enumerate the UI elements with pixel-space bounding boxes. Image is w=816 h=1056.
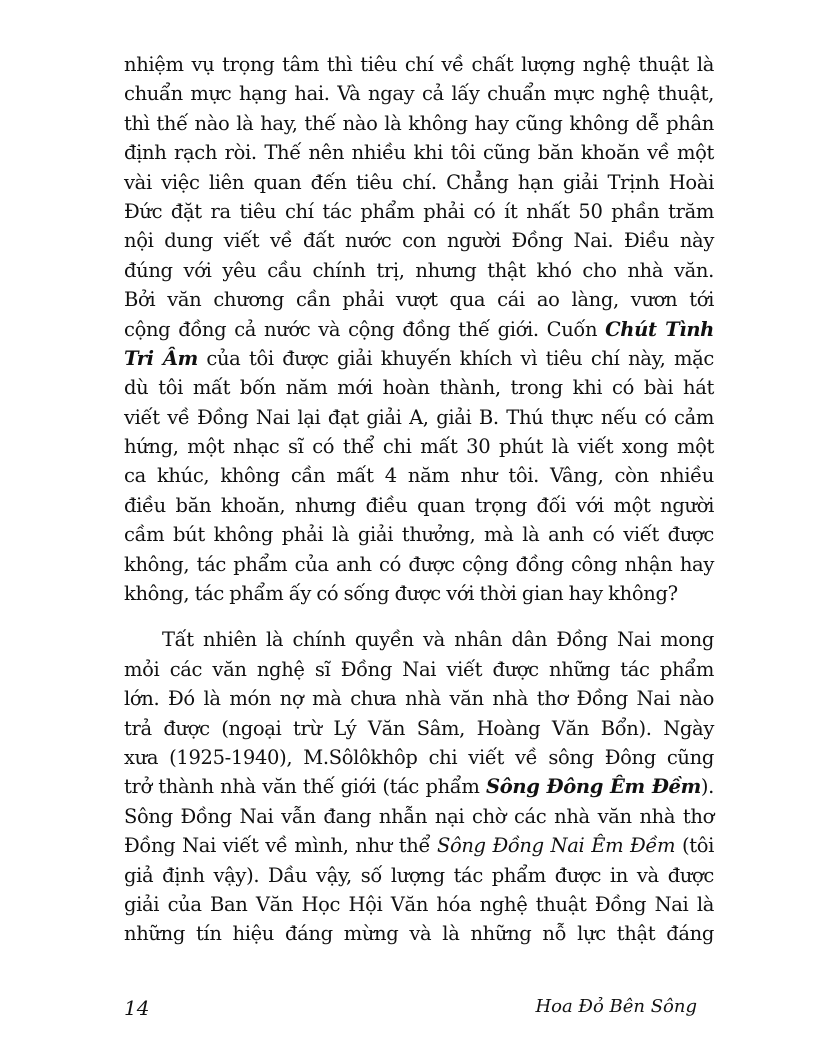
text-line bbox=[124, 861, 714, 890]
paragraph bbox=[124, 625, 714, 948]
text-span: chuẩn mực hạng hai. Và ngay cả lấy chuẩn mực nghệ thuật, bbox=[124, 82, 714, 106]
text-span: cộng đồng cả nước và cộng đồng thế giới. Cuốn bbox=[124, 317, 606, 341]
text-line bbox=[124, 802, 714, 831]
text-span: điều băn khoăn, nhưng điều quan trọng đối với một người bbox=[124, 493, 714, 517]
text-span: thì thế nào là hay, thế nào là không hay cũng không dễ phân bbox=[124, 111, 714, 135]
text-line bbox=[124, 373, 714, 402]
text-span: cầm bút không phải là giải thưởng, mà là anh có viết được bbox=[124, 523, 714, 547]
italic-title: Sông Đông Êm Đềm bbox=[485, 775, 701, 799]
text-span: lớn. Đó là món nợ mà chưa nhà văn nhà thơ Đồng Nai nào bbox=[124, 687, 714, 711]
page-number: 14 bbox=[124, 996, 150, 1020]
text-span: không, tác phẩm của anh có được cộng đồng công nhận hay bbox=[124, 552, 714, 576]
italic-title: Tri Âm bbox=[124, 346, 198, 370]
text-line bbox=[124, 50, 714, 79]
text-span: vài việc liên quan đến tiêu chí. Chẳng hạn giải Trịnh Hoài bbox=[124, 170, 714, 194]
text-line bbox=[124, 315, 714, 344]
italic-title: Chút Tình bbox=[605, 317, 714, 341]
text-span: trả được (ngoại trừ Lý Văn Sâm, Hoàng Văn Bổn). Ngày bbox=[124, 716, 714, 740]
text-line bbox=[124, 256, 714, 285]
text-span: Bởi văn chương cần phải vượt qua cái ao làng, vươn tới bbox=[124, 288, 714, 312]
text-line bbox=[124, 890, 714, 919]
text-span: Đồng Nai viết về mình, như thể bbox=[124, 834, 437, 858]
text-span: xưa (1925-1940), M.Sôlôkhôp chi viết về sông Đông cũng bbox=[124, 745, 714, 769]
text-line bbox=[124, 168, 714, 197]
text-line bbox=[124, 743, 714, 772]
text-line bbox=[124, 226, 714, 255]
text-span: định rạch ròi. Thế nên nhiều khi tôi cũng băn khoăn về một bbox=[124, 141, 714, 165]
text-line bbox=[124, 714, 714, 743]
text-span: giả định vậy). Dầu vậy, số lượng tác phẩm được in và được bbox=[124, 863, 714, 887]
text-line bbox=[124, 919, 714, 948]
text-span: viết về Đồng Nai lại đạt giải A, giải B. Thú thực nếu có cảm bbox=[124, 405, 714, 429]
text-line bbox=[124, 772, 714, 801]
text-span: ca khúc, không cần mất 4 năm như tôi. Vâng, còn nhiều bbox=[124, 464, 714, 488]
text-span: không, tác phẩm ấy có sống được với thời gian hay không? bbox=[124, 582, 678, 606]
text-span: (tôi bbox=[675, 834, 715, 858]
text-span: ). bbox=[700, 775, 715, 799]
text-line bbox=[124, 520, 714, 549]
body-text bbox=[124, 50, 714, 949]
text-line bbox=[124, 432, 714, 461]
text-line bbox=[124, 197, 714, 226]
text-line bbox=[124, 109, 714, 138]
text-span: Đức đặt ra tiêu chí tác phẩm phải có ít nhất 50 phần trăm bbox=[124, 199, 714, 223]
text-line bbox=[124, 285, 714, 314]
text-span: hứng, một nhạc sĩ có thể chi mất 30 phút là viết xong một bbox=[124, 435, 714, 459]
text-span: đúng với yêu cầu chính trị, nhưng thật khó cho nhà văn. bbox=[124, 258, 714, 282]
text-line bbox=[124, 79, 714, 108]
text-span: trở thành nhà văn thế giới (tác phẩm bbox=[124, 775, 486, 799]
text-span: Tất nhiên là chính quyền và nhân dân Đồng Nai mong bbox=[162, 628, 714, 652]
text-span: giải của Ban Văn Học Hội Văn hóa nghệ thuật Đồng Nai là bbox=[124, 892, 714, 916]
text-line bbox=[124, 403, 714, 432]
text-span: nội dung viết về đất nước con người Đồng Nai. Điều này bbox=[124, 229, 714, 253]
text-span: Sông Đồng Nai vẫn đang nhẫn nại chờ các nhà văn nhà thơ bbox=[124, 804, 714, 828]
text-line bbox=[124, 625, 714, 654]
text-span: của tôi được giải khuyến khích vì tiêu chí này, mặc bbox=[197, 346, 714, 370]
italic-title: Sông Đồng Nai Êm Đềm bbox=[436, 834, 676, 858]
text-line bbox=[124, 831, 714, 860]
text-span: mỏi các văn nghệ sĩ Đồng Nai viết được những tác phẩm bbox=[124, 657, 714, 681]
text-line bbox=[124, 684, 714, 713]
text-line bbox=[124, 550, 714, 579]
paragraph bbox=[124, 50, 714, 608]
text-span: nhiệm vụ trọng tâm thì tiêu chí về chất lượng nghệ thuật là bbox=[124, 53, 714, 76]
text-line bbox=[124, 579, 714, 608]
text-span: những tín hiệu đáng mừng và là những nỗ lực thật đáng bbox=[124, 922, 714, 946]
text-line bbox=[124, 138, 714, 167]
text-line bbox=[124, 491, 714, 520]
text-line bbox=[124, 655, 714, 684]
paragraph-gap bbox=[124, 608, 714, 625]
text-line bbox=[124, 344, 714, 373]
book-title: Hoa Đỏ Bên Sông bbox=[535, 996, 697, 1017]
text-line bbox=[124, 461, 714, 490]
text-span: dù tôi mất bốn năm mới hoàn thành, trong khi có bài hát bbox=[124, 376, 714, 400]
